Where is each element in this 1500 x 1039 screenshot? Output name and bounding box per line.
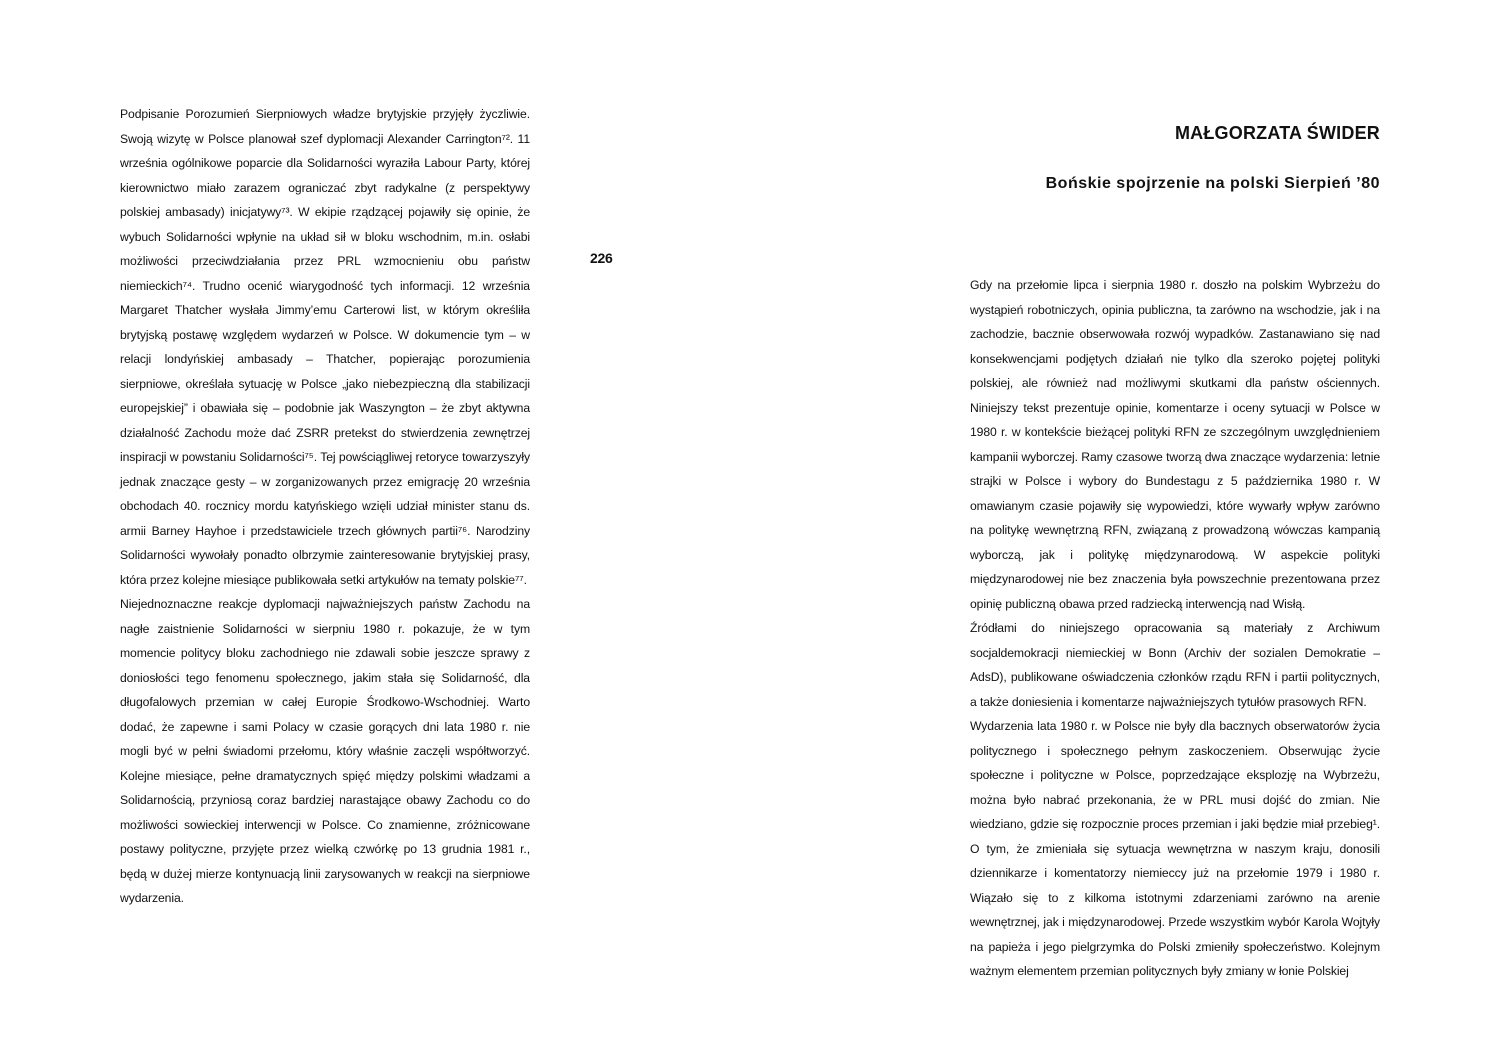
author-name: MAŁGORZATA ŚWIDER xyxy=(1174,123,1380,143)
page-number: 226 xyxy=(590,250,613,266)
article-title: Bońskie spojrzenie na polski Sierpień ’80 xyxy=(1045,175,1380,192)
paragraph: Wydarzenia lata 1980 r. w Polsce nie były dla bacznych obserwatorów życia politycznego i społecznego pełnym zaskoczeniem. Obserwując życie społeczne i polityczne w Polsce, poprzedzające eksplozję na Wybrzeżu, można było nabrać przekonania, że w PRL musi dojść do zmian. Nie wiedziano, gdzie się rozpocznie proces przemian i jaki będzie miał przebieg¹. O tym, że zmieniała się sytuacja wewnętrzna w naszym kraju, donosili dziennikarze i komentatorzy niemieccy już na przełomie 1979 i 1980 r. Wiązało się to z kilkoma istotnymi zdarzeniami zarówno na arenie wewnętrznej, jak i międzynarodowej. Przede wszystkim wybór Karola Wojtyły na papieża i jego pielgrzymka do Polski zmieniły społeczeństwo. Kolejnym ważnym elementem przemian politycznych były zmiany w łonie Polskiej xyxy=(970,719,1380,978)
paragraph: Podpisanie Porozumień Sierpniowych władze brytyjskie przyjęły życzliwie. Swoją wizytę w Polsce planował szef dyplomacji Alexander Carrington⁷². 11 września ogólnikowe poparcie dla Solidarności wyraziła Labour Party, której kierownictwo miało zarazem ograniczać zbyt radykalne (z perspektywy polskiej ambasady) inicjatywy⁷³. W ekipie rządzącej pojawiły się opinie, że wybuch Solidarności wpłynie na układ sił w bloku wschodnim, m.in. osłabi możliwości przeciwdziałania przez PRL wzmocnieniu obu państw niemieckich⁷⁴. Trudno ocenić wiarygodność tych informacji. 12 września Margaret Thatcher wysłała Jimmy’emu Carterowi list, w którym określiła brytyjską postawę względem wydarzeń w Polsce. W dokumencie tym – w relacji londyńskiej ambasady – Thatcher, popierając porozumienia sierpniowe, określała sytuację w Polsce „jako niebezpieczną dla stabilizacji europejskiej” i obawiała się – podobnie jak Waszyngton – że zbyt aktywna działalność Zachodu może dać ZSRR pretekst do stwierdzenia zewnętrzej inspiracji w powstaniu Solidarności⁷⁵. Tej powściągliwej retoryce towarzyszyły jednak znaczące gesty – w zorganizowanych przez emigrację 20 września obchodach 40. rocznicy mordu katyńskiego wzięli udział minister stanu ds. armii Barney Hayhoe i przedstawiciele trzech głównych partii⁷⁶. Narodziny Solidarności wywołały ponadto olbrzymie zainteresowanie brytyjskiej prasy, która przez kolejne miesiące publikowała setki artykułów na tematy polskie⁷⁷. xyxy=(120,107,530,587)
paragraph: Niejednoznaczne reakcje dyplomacji najważniejszych państw Zachodu na nagłe zaistnienie Solidarności w sierpniu 1980 r. pokazuje, że w tym momencie politycy bloku zachodniego nie zdawali sobie jeszcze sprawy z doniosłości tego fenomenu społecznego, jakim stała się Solidarność, dla długofalowych przemian w całej Europie Środkowo-Wschodniej. Warto dodać, że zapewne i sami Polacy w czasie gorących dni lata 1980 r. nie mogli być w pełni świadomi przełomu, który właśnie zaczęli współtworzyć. Kolejne miesiące, pełne dramatycznych spięć między polskimi władzami a Solidarnością, przyniosą coraz bardziej narastające obawy Zachodu co do możliwości sowieckiej interwencji w Polsce. Co znamienne, zróżnicowane postawy polityczne, przyjęte przez wielką czwórkę po 13 grudnia 1981 r., będą w dużej mierze kontynuacją linii zarysowanych w reakcji na sierpniowe wydarzenia. xyxy=(120,597,530,905)
left-page-body xyxy=(120,102,530,911)
paragraph: Gdy na przełomie lipca i sierpnia 1980 r. doszło na polskim Wybrzeżu do wystąpień robotniczych, opinia publiczna, ta zarówno na wschodzie, jak i na zachodzie, bacznie obserwowała rozwój wypadków. Zastanawiano się nad konsekwencjami podjętych działań nie tylko dla szeroko pojętej polityki polskiej, ale również nad możliwymi skutkami dla państw ościennych. Niniejszy tekst prezentuje opinie, komentarze i oceny sytuacji w Polsce w 1980 r. w kontekście bieżącej polityki RFN ze szczególnym uwzględnieniem kampanii wyborczej. Ramy czasowe tworzą dwa znaczące wydarzenia: letnie strajki w Polsce i wybory do Bundestagu z 5 października 1980 r. W omawianym czasie pojawiły się wypowiedzi, które wywarły wpływ zarówno na politykę wewnętrzną RFN, związaną z prowadzoną wówczas kampanią wyborczą, jak i politykę międzynarodową. W aspekcie polityki międzynarodowej nie bez znaczenia była powszechnie prezentowana przez opinię publiczną obawa przed radziecką interwencją nad Wisłą. xyxy=(970,278,1380,611)
right-page-body xyxy=(970,273,1380,984)
paragraph: Źródłami do niniejszego opracowania są materiały z Archiwum socjaldemokracji niemieckiej w Bonn (Archiv der sozialen Demokratie – AdsD), publikowane oświadczenia członków rządu RFN i partii politycznych, a także doniesienia i komentarze najważniejszych tytułów prasowych RFN. xyxy=(970,621,1380,709)
right-page xyxy=(750,0,1500,1039)
